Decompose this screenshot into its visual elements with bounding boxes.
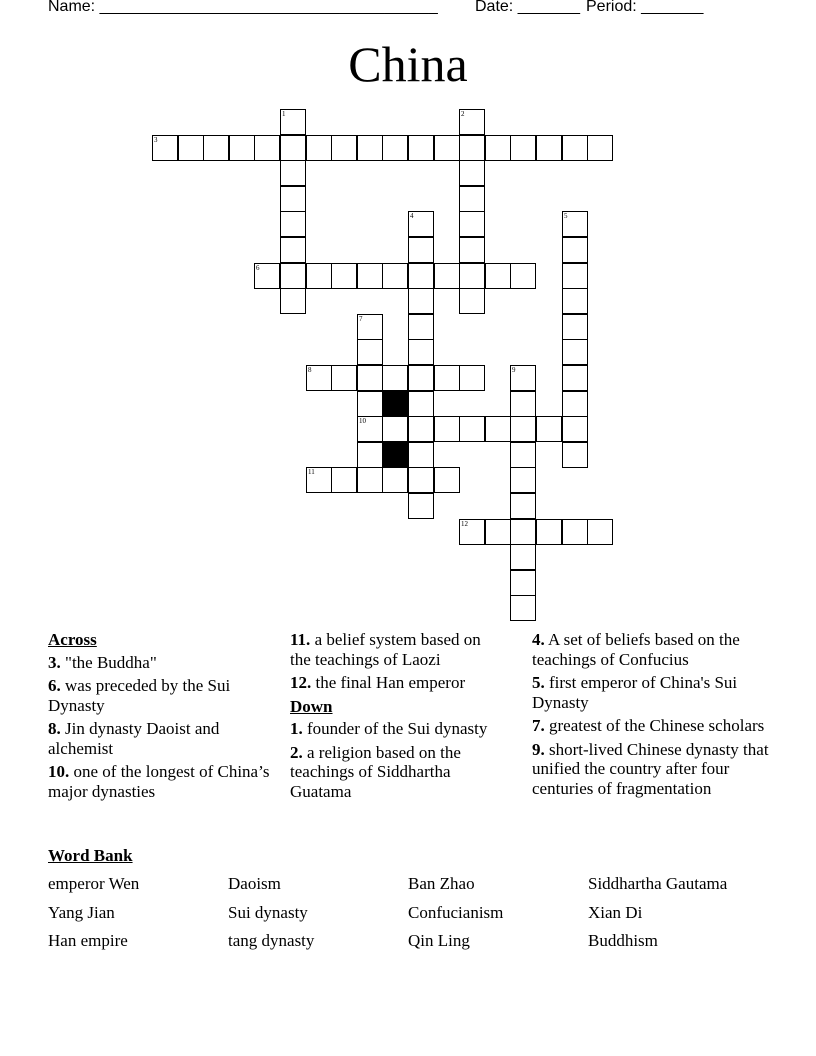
crossword-cell[interactable] <box>306 135 332 161</box>
crossword-cell[interactable] <box>459 211 485 237</box>
crossword-cell[interactable] <box>357 391 383 417</box>
crossword-cell[interactable] <box>562 519 588 545</box>
crossword-cell[interactable] <box>434 416 460 442</box>
crossword-cell[interactable] <box>357 263 383 289</box>
clue-number: 3 <box>154 136 158 144</box>
crossword-cell[interactable] <box>434 263 460 289</box>
crossword-black-cell <box>382 391 408 417</box>
crossword-cell[interactable] <box>408 135 434 161</box>
word-bank-item: Xian Di <box>588 903 643 922</box>
crossword-cell[interactable] <box>536 135 562 161</box>
period-field[interactable]: Period: _______ <box>586 0 704 15</box>
crossword-cell[interactable] <box>203 135 229 161</box>
crossword-cell[interactable] <box>459 416 485 442</box>
crossword-cell[interactable] <box>408 365 434 391</box>
crossword-cell[interactable] <box>459 263 485 289</box>
crossword-cell[interactable] <box>280 135 306 161</box>
crossword-cell[interactable] <box>382 263 408 289</box>
down-heading: Down <box>290 696 333 716</box>
crossword-cell[interactable] <box>562 288 588 314</box>
crossword-cell[interactable] <box>510 467 536 493</box>
crossword-cell[interactable] <box>510 135 536 161</box>
crossword-cell[interactable] <box>280 237 306 263</box>
crossword-cell[interactable] <box>485 416 511 442</box>
crossword-cell[interactable] <box>562 135 588 161</box>
clue-down-4: 4. A set of beliefs based on the teachings of Confucius <box>532 630 740 669</box>
crossword-cell[interactable] <box>510 519 536 545</box>
crossword-cell[interactable] <box>510 416 536 442</box>
crossword-black-cell <box>382 442 408 468</box>
crossword-cell[interactable] <box>459 160 485 186</box>
crossword-cell[interactable] <box>408 339 434 365</box>
word-bank-item: Ban Zhao <box>408 874 475 893</box>
crossword-cell[interactable] <box>459 288 485 314</box>
clue-column-3 <box>532 630 772 802</box>
clue-number: 8 <box>308 366 312 374</box>
crossword-cell[interactable] <box>408 467 434 493</box>
crossword-cell[interactable] <box>178 135 204 161</box>
crossword-cell[interactable] <box>562 391 588 417</box>
crossword-cell[interactable] <box>408 442 434 468</box>
crossword-cell[interactable] <box>434 135 460 161</box>
crossword-cell[interactable] <box>459 237 485 263</box>
date-field[interactable]: Date: _______ <box>475 0 580 15</box>
crossword-cell[interactable] <box>510 570 536 596</box>
crossword-cell[interactable] <box>485 263 511 289</box>
crossword-cell[interactable] <box>280 288 306 314</box>
clue-down-1: 1. founder of the Sui dynasty <box>290 719 488 738</box>
clue-number: 4 <box>410 212 414 220</box>
crossword-cell[interactable] <box>229 135 255 161</box>
across-heading: Across <box>48 630 97 649</box>
word-bank-item: Sui dynasty <box>228 903 308 922</box>
crossword-cell[interactable] <box>510 391 536 417</box>
crossword-cell[interactable] <box>408 263 434 289</box>
word-bank-item: emperor Wen <box>48 874 140 893</box>
crossword-cell[interactable] <box>280 211 306 237</box>
crossword-cell[interactable] <box>562 237 588 263</box>
crossword-cell[interactable] <box>485 135 511 161</box>
crossword-cell[interactable] <box>510 493 536 519</box>
crossword-cell[interactable] <box>306 263 332 289</box>
crossword-cell[interactable] <box>562 263 588 289</box>
clue-number: 2 <box>461 110 465 118</box>
crossword-cell[interactable] <box>485 519 511 545</box>
word-bank-item: Siddhartha Gautama <box>588 874 728 893</box>
crossword-cell[interactable] <box>587 519 613 545</box>
crossword-cell[interactable] <box>562 416 588 442</box>
crossword-cell[interactable] <box>510 442 536 468</box>
crossword-cell[interactable] <box>536 416 562 442</box>
clue-number: 7 <box>359 315 363 323</box>
clue-across-6: 6. was preceded by the Sui Dynasty <box>48 676 231 715</box>
crossword-cell[interactable] <box>254 135 280 161</box>
crossword-cell[interactable] <box>382 135 408 161</box>
crossword-cell[interactable] <box>459 186 485 212</box>
crossword-cell[interactable] <box>562 442 588 468</box>
crossword-cell[interactable] <box>536 519 562 545</box>
crossword-cell[interactable] <box>357 365 383 391</box>
clue-number: 9 <box>512 366 516 374</box>
clue-across-11: 11. a belief system based on the teachings of Laozi <box>290 630 481 669</box>
word-bank-item: Buddhism <box>588 931 658 950</box>
word-bank-item: Yang Jian <box>48 903 115 922</box>
crossword-cell[interactable] <box>331 365 357 391</box>
word-bank-item: Daoism <box>228 874 281 893</box>
crossword-cell[interactable] <box>382 467 408 493</box>
name-field[interactable]: Name: ______________________________________ <box>48 0 438 15</box>
crossword-cell[interactable] <box>331 135 357 161</box>
clue-number: 6 <box>256 264 260 272</box>
clue-column-1 <box>48 630 273 805</box>
crossword-cell[interactable] <box>434 365 460 391</box>
crossword-cell[interactable] <box>562 339 588 365</box>
clue-across-10: 10. one of the longest of China’s major dynasties <box>48 762 270 801</box>
crossword-cell[interactable] <box>408 416 434 442</box>
crossword-cell[interactable] <box>562 314 588 340</box>
crossword-cell[interactable] <box>510 544 536 570</box>
clue-down-5: 5. first emperor of China's Sui Dynasty <box>532 673 738 712</box>
crossword-cell[interactable] <box>280 186 306 212</box>
crossword-cell[interactable] <box>357 467 383 493</box>
crossword-cell[interactable] <box>408 391 434 417</box>
clue-column-2 <box>290 630 505 805</box>
clue-down-2: 2. a religion based on the teachings of Siddhartha Guatama <box>290 742 461 801</box>
crossword-cell[interactable] <box>434 467 460 493</box>
word-bank-item: Confucianism <box>408 903 504 922</box>
crossword-cell[interactable] <box>408 314 434 340</box>
word-bank-title: Word Bank <box>48 846 133 865</box>
crossword-cell[interactable] <box>357 135 383 161</box>
crossword-cell[interactable] <box>459 365 485 391</box>
page-title: China <box>348 36 468 92</box>
clue-number: 1 <box>282 110 286 118</box>
clue-across-12: 12. the final Han emperor <box>290 673 466 692</box>
crossword-cell[interactable] <box>510 595 536 621</box>
crossword-cell[interactable] <box>357 442 383 468</box>
crossword-cell[interactable] <box>357 339 383 365</box>
clue-down-9: 9. short-lived Chinese dynasty that unified the country after four centuries of fragmentation <box>532 739 769 798</box>
crossword-cell[interactable] <box>587 135 613 161</box>
word-bank-item: Han empire <box>48 931 128 950</box>
word-bank-item: tang dynasty <box>228 931 315 950</box>
crossword-cell[interactable] <box>408 493 434 519</box>
crossword-cell[interactable] <box>408 288 434 314</box>
crossword-cell[interactable] <box>331 263 357 289</box>
crossword-cell[interactable] <box>510 263 536 289</box>
crossword-cell[interactable] <box>280 263 306 289</box>
crossword-cell[interactable] <box>408 237 434 263</box>
crossword-cell[interactable] <box>459 135 485 161</box>
crossword-cell[interactable] <box>382 365 408 391</box>
crossword-cell[interactable] <box>331 467 357 493</box>
word-bank-item: Qin Ling <box>408 931 470 950</box>
clue-across-3: 3. "the Buddha" <box>48 652 157 672</box>
clue-number: 12 <box>461 520 468 528</box>
clue-across-8: 8. Jin dynasty Daoist and alchemist <box>48 719 220 758</box>
clue-number: 11 <box>308 468 315 476</box>
clue-number: 5 <box>564 212 568 220</box>
crossword-cell[interactable] <box>382 416 408 442</box>
clue-number: 10 <box>359 417 366 425</box>
crossword-cell[interactable] <box>280 160 306 186</box>
clue-down-7: 7. greatest of the Chinese scholars <box>532 716 765 735</box>
crossword-cell[interactable] <box>562 365 588 391</box>
